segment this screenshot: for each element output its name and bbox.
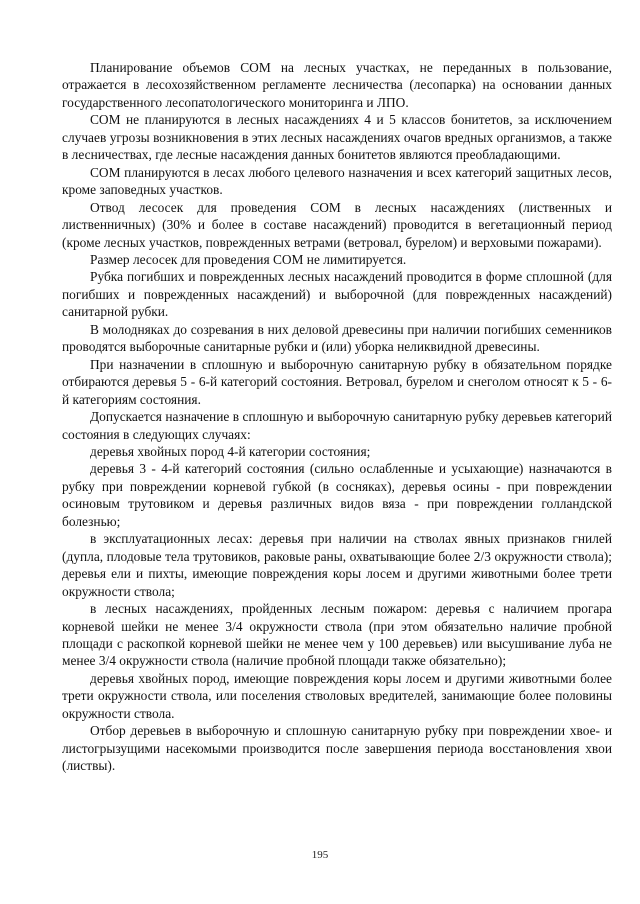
paragraph: СОМ планируются в лесах любого целевого назначения и всех категорий защитных лесов, кроме заповедных участков. xyxy=(62,164,612,198)
paragraph: Отвод лесосек для проведения СОМ в лесных насаждениях (лиственных и лиственничных) (30% и более в составе насаждений) проводится в вегетационный период (кроме лесных участков, поврежденных ветрами (ветровал, бурелом) и верховыми пожарами). xyxy=(62,199,612,250)
paragraph: Допускается назначение в сплошную и выборочную санитарную рубку деревьев категорий состояния в следующих случаях: xyxy=(62,409,612,442)
paragraph: Размер лесосек для проведения СОМ не лимитируется. xyxy=(90,251,407,267)
paragraph: Планирование объемов СОМ на лесных участках, не переданных в пользование, отражается в лесохозяйственном регламенте лесничества (лесопарка) на основании данных государственного лесопатологического мониторинга и ЛПО. xyxy=(62,60,612,110)
paragraph: Отбор деревьев в выборочную и сплошную санитарную рубку при повреждении хвое- и листогрызущими насекомыми производится после завершения периода восстановления хвои (листвы). xyxy=(62,723,612,774)
list-item: в лесных насаждениях, пройденных лесным пожаром: деревья с наличием прогара корневой шейки не менее 3/4 окружности ствола (при этом обязательно наличие пробной площади с раскопкой корневой шейки не менее чем у 100 деревьев) или высушивание луба не менее 3/4 окружности ствола (наличие пробной площади также обязательно); xyxy=(62,601,612,669)
list-item: деревья 3 - 4-й категорий состояния (сильно ослабленные и усыхающие) назначаются в рубку при повреждении корневой губкой (в сосняках), деревья осины - при повреждении осиновым трутовиком и деревья различных видов вяза - при повреждении голландской болезнью; xyxy=(62,461,612,529)
page-number: 195 xyxy=(311,849,329,861)
paragraph: СОМ не планируются в лесных насаждениях 4 и 5 классов бонитетов, за исключением случаев угрозы возникновения в этих лесных насаждениях очагов вредных организмов, а также в лесничествах, где лесные насаждения данных бонитетов являются преобладающими. xyxy=(62,112,612,163)
paragraph: При назначении в сплошную и выборочную санитарную рубку в обязательном порядке отбираются деревья 5 - 6-й категорий состояния. Ветровал, бурелом и снеголом относят к 5 - 6-й категориям состояния. xyxy=(62,356,612,407)
list-item: деревья хвойных пород, имеющие повреждения коры лосем и другими животными более трети окружности ствола, или поселения стволовых вредителей, занимающие более половины окружности ствола. xyxy=(62,670,612,721)
list-item: в эксплуатационных лесах: деревья при наличии на стволах явных признаков гнилей (дупла, плодовые тела трутовиков, раковые раны, охватывающие более 2/3 окружности ствола); деревья ели и пихты, имеющие повреждения коры лосем и другими животными более трети окружности ствола; xyxy=(62,531,612,599)
paragraph: В молодняках до созревания в них деловой древесины при наличии погибших семенников проводятся выборочные санитарные рубки и (или) уборка неликвидной древесины. xyxy=(62,321,612,355)
paragraph: Рубка погибших и поврежденных лесных насаждений проводится в форме сплошной (для погибших и поврежденных насаждений) и выборочной (для поврежденных насаждений) санитарной рубки. xyxy=(62,269,612,320)
body-text xyxy=(62,59,612,775)
list-item: деревья хвойных пород 4-й категории состояния; xyxy=(90,443,371,459)
